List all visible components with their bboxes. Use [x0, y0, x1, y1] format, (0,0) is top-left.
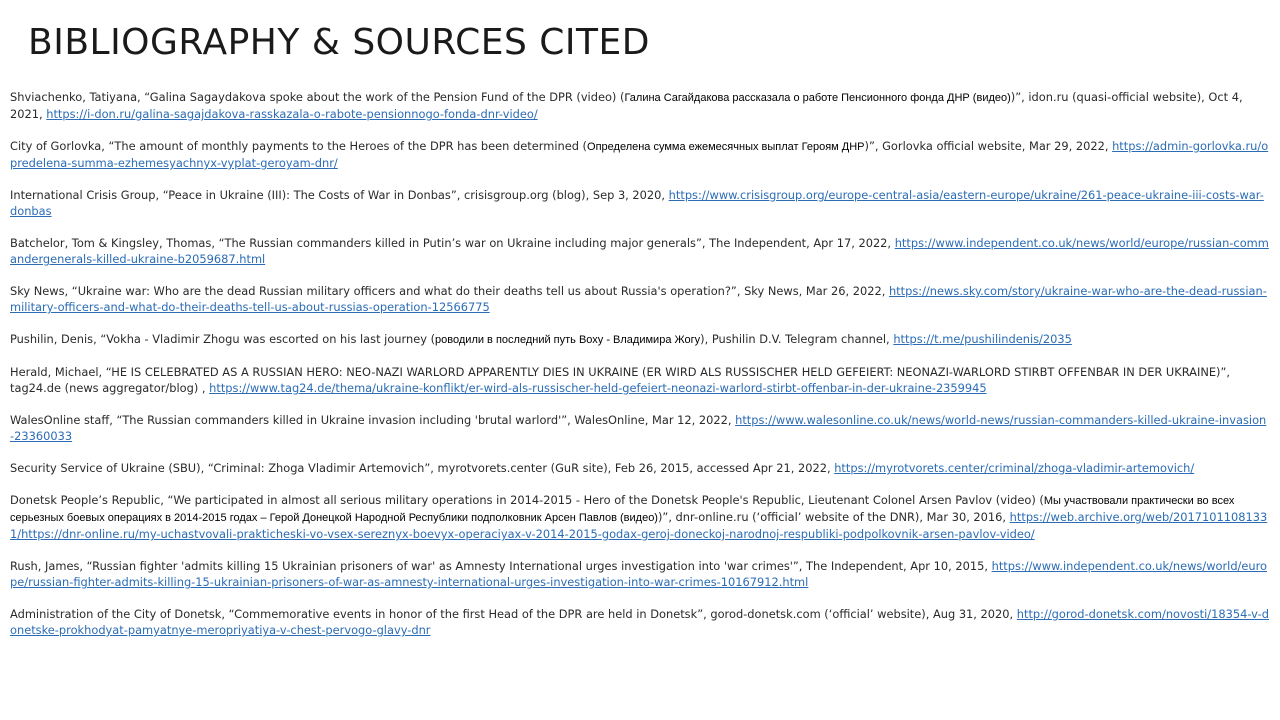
- reference-russian-title: Определена сумма ежемесячных выплат Героям ДНР: [587, 141, 865, 153]
- reference-link[interactable]: https://www.tag24.de/thema/ukraine-konflikt/er-wird-als-russischer-held-gefeiert-neonazi-warlord-stirbt-offenbar-in-der-ukraine-2359945: [209, 381, 987, 395]
- reference-link[interactable]: https://i-don.ru/galina-sagajdakova-rasskazala-o-rabote-pensionnogo-fonda-dnr-video/: [46, 107, 538, 121]
- reference-link[interactable]: https://t.me/pushilindenis/2035: [893, 332, 1072, 346]
- reference-text: Herald, Michael, “HE IS CELEBRATED AS A RUSSIAN HERO: NEO-NAZI WARLORD APPARENTLY DIES IN UKRAINE (ER WIRD ALS RUSSISCHER HELD GEFEIERT: NEONAZI-WARLORD STIRBT OFFENBAR IN DER UKRAINE)”, tag24.de (news aggregator/blog) ,: [10, 365, 1231, 395]
- reference-text: Sky News, “Ukraine war: Who are the dead Russian military officers and what do their deaths tell us about Russia's operation?”, Sky News, Mar 26, 2022,: [10, 284, 889, 298]
- page-title: BIBLIOGRAPHY & SOURCES CITED: [28, 22, 650, 63]
- reference-link[interactable]: https://news.sky.com/story/ukraine-war-who-are-the-dead-russian-military-officers-and-what-do-their-deaths-tell-us-about-russias-operation-12566775: [10, 284, 1267, 314]
- reference-item: [10, 460, 1270, 476]
- reference-item: [10, 331, 1270, 348]
- reference-item: [10, 364, 1270, 396]
- reference-russian-title: Мы участвовали практически во всех серьезных боевых операциях в 2014-2015 годах – Герой Донецкой Народной Республики подполковник Арсен Павлов (видео): [10, 495, 1235, 524]
- reference-text-cont: )”, dnr-online.ru (‘official’ website of the DNR), Mar 30, 2016,: [657, 510, 1010, 524]
- reference-link[interactable]: https://myrotvorets.center/criminal/zhoga-vladimir-artemovich/: [834, 461, 1195, 475]
- reference-text-cont: )”, Gorlovka official website, Mar 29, 2022,: [864, 139, 1113, 153]
- reference-text: Rush, James, “Russian fighter 'admits killing 15 Ukrainian prisoners of war' as Amnesty International urges investigation into 'war crimes'”, The Independent, Apr 10, 2015,: [10, 559, 992, 573]
- reference-text: Administration of the City of Donetsk, “Commemorative events in honor of the first Head of the DPR are held in Donetsk”, gorod-donetsk.com (‘official’ website), Aug 31, 2020,: [10, 607, 1017, 621]
- reference-text-cont: )”, idon.ru (quasi-official website), Oct 4, 2021,: [10, 90, 1243, 121]
- reference-link[interactable]: https://www.crisisgroup.org/europe-central-asia/eastern-europe/ukraine/261-peace-ukraine-iii-costs-war-donbas: [10, 188, 1264, 218]
- reference-link[interactable]: https://web.archive.org/web/20171011081331/https://dnr-online.ru/my-uchastvovali-prakticheski-vo-vsex-sereznyx-boevyx-operaciyax-v-2014-2015-godax-geroj-doneckoj-narodnoj-respubliki-podpolkovnik-arsen-pavlov-video/: [10, 510, 1268, 541]
- reference-text: Shviachenko, Tatiyana, “Galina Sagaydakova spoke about the work of the Pension Fund of the DPR (video) (: [10, 90, 625, 104]
- reference-text: Security Service of Ukraine (SBU), “Criminal: Zhoga Vladimir Artemovich”, myrotvorets.center (GuR site), Feb 26, 2015, accessed Apr 21, 2022,: [10, 461, 835, 475]
- reference-item: [10, 492, 1270, 542]
- reference-link[interactable]: http://gorod-donetsk.com/novosti/18354-v-donetske-prokhodyat-pamyatnye-meropriyatiya-v-chest-pervogo-glavy-dnr: [10, 607, 1269, 637]
- reference-text: WalesOnline staff, “The Russian commanders killed in Ukraine invasion including 'brutal warlord'”, WalesOnline, Mar 12, 2022,: [10, 413, 736, 427]
- reference-text: City of Gorlovka, “The amount of monthly payments to the Heroes of the DPR has been determined (: [10, 139, 588, 153]
- reference-item: [10, 138, 1270, 171]
- reference-list: [10, 89, 1270, 654]
- reference-text: Donetsk People’s Republic, “We participated in almost all serious military operations in 2014-2015 - Hero of the Donetsk People's Republic, Lieutenant Colonel Arsen Pavlov (video) (: [10, 493, 1044, 507]
- reference-item: [10, 606, 1270, 638]
- reference-item: [10, 412, 1270, 444]
- reference-item: [10, 235, 1270, 267]
- reference-item: [10, 283, 1270, 315]
- reference-russian-title: роводили в последний путь Воху - Владимира Жогу: [435, 334, 701, 346]
- reference-text: International Crisis Group, “Peace in Ukraine (III): The Costs of War in Donbas”, crisisgroup.org (blog), Sep 3, 2020,: [10, 188, 669, 202]
- reference-russian-title: Галина Сагайдакова рассказала о работе Пенсионного фонда ДНР (видео): [624, 92, 1011, 104]
- reference-text: Batchelor, Tom & Kingsley, Thomas, “The Russian commanders killed in Putin’s war on Ukraine including major generals”, The Independent, Apr 17, 2022,: [10, 236, 895, 250]
- reference-item: [10, 187, 1270, 219]
- reference-text: Pushilin, Denis, “Vokha - Vladimir Zhogu was escorted on his last journey (: [10, 332, 436, 346]
- reference-link[interactable]: https://admin-gorlovka.ru/opredelena-summa-ezhemesyachnyx-vyplat-geroyam-dnr/: [10, 139, 1269, 170]
- reference-item: [10, 558, 1270, 590]
- reference-link[interactable]: https://www.independent.co.uk/news/world/europe/russian-fighter-admits-killing-15-ukrainian-prisoners-of-war-as-amnesty-international-urges-investigation-into-war-crimes-10167912.html: [10, 559, 1268, 589]
- reference-link[interactable]: https://www.walesonline.co.uk/news/world-news/russian-commanders-killed-ukraine-invasion-23360033: [10, 413, 1267, 443]
- reference-item: [10, 89, 1270, 122]
- reference-link[interactable]: https://www.independent.co.uk/news/world/europe/russian-commandergenerals-killed-ukraine-b2059687.html: [10, 236, 1269, 266]
- reference-text-cont: ), Pushilin D.V. Telegram channel,: [700, 332, 894, 346]
